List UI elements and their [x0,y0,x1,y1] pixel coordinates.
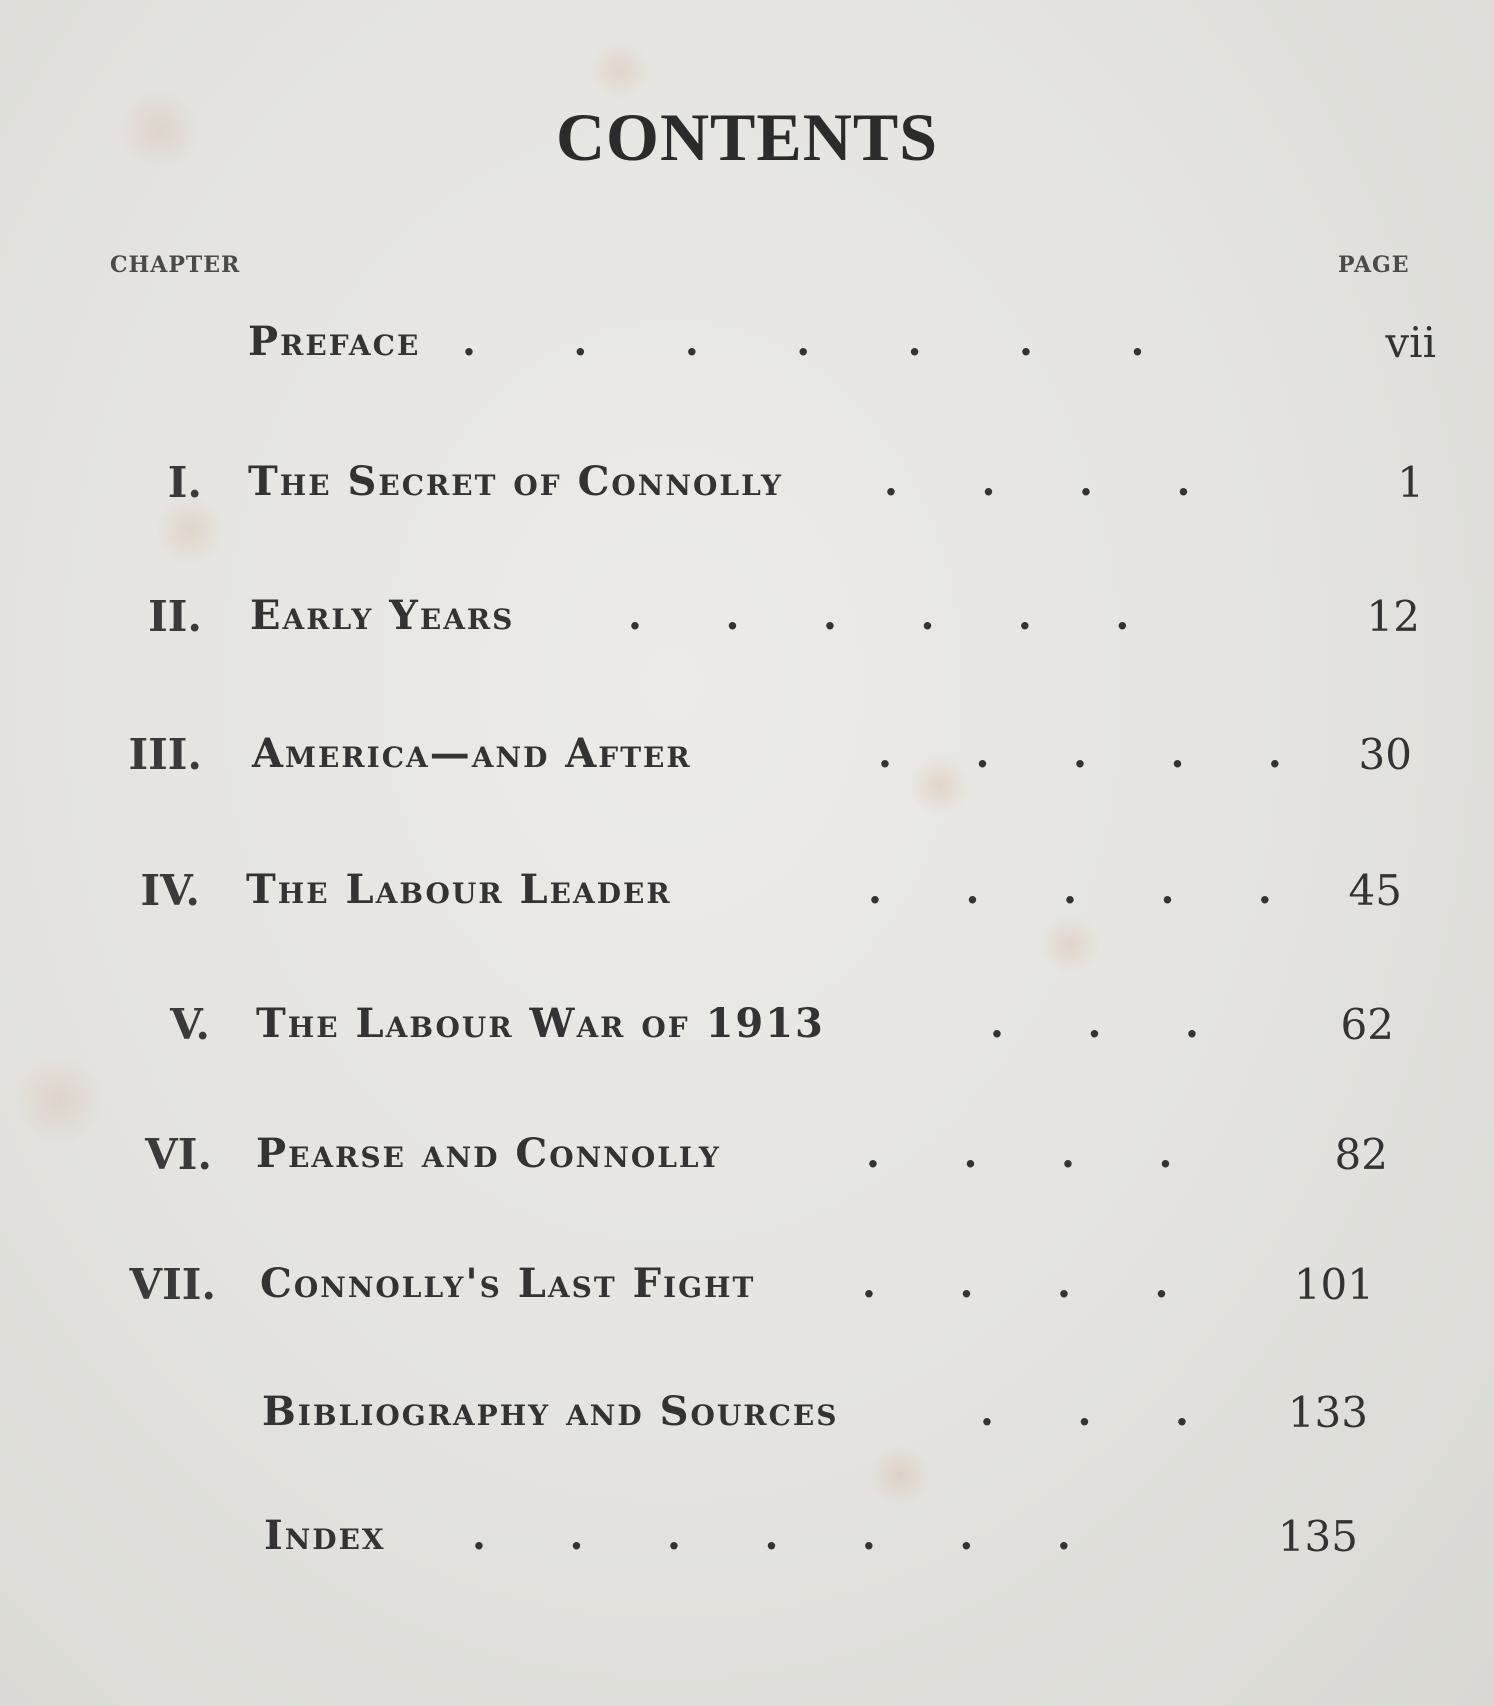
toc-entry-chapter-1 [0,458,1494,518]
dot-leader: . . . . [862,1260,1169,1307]
dot-leader: . . . . [884,458,1191,505]
toc-entry-page: 135 [1277,1512,1358,1561]
dot-leader: . . . . . . . [472,1512,1071,1559]
toc-entry-chapter-6 [0,1130,1494,1190]
toc-entry-preface [0,318,1494,378]
dot-leader: . . . . [866,1130,1173,1177]
toc-entry-title: Bibliography and Sources [262,1388,839,1435]
toc-entry-chapter-5 [0,1000,1494,1060]
chapter-number: I. [167,458,202,507]
toc-entry-title: The Labour Leader [246,866,672,913]
toc-entry-page: 12 [1366,592,1420,641]
toc-entry-title: Connolly's Last Fight [260,1260,756,1307]
toc-entry-page: 133 [1287,1388,1368,1437]
dot-leader: . . . [990,1000,1199,1047]
chapter-column-header: CHAPTER [110,252,241,278]
chapter-number: V. [170,1000,210,1049]
toc-entry-page: 1 [1397,458,1424,507]
toc-entry-page: 101 [1293,1260,1374,1309]
dot-leader: . . . . . . [628,592,1130,639]
toc-entry-chapter-4 [0,866,1494,926]
dot-leader: . . . . . . . [462,318,1145,365]
toc-entry-page: 45 [1348,866,1402,915]
chapter-number: VI. [145,1130,212,1179]
dot-leader: . . . . . [878,730,1282,777]
toc-entry-title: Preface [248,318,421,365]
toc-entry-title: The Labour War of 1913 [256,1000,825,1047]
toc-entry-title: Pearse and Connolly [256,1130,721,1177]
toc-entry-title: The Secret of Connolly [248,458,783,505]
toc-entry-title: Index [264,1512,386,1559]
toc-entry-bibliography [0,1388,1494,1448]
toc-entry-index [0,1512,1494,1572]
toc-entry-page: 62 [1340,1000,1394,1049]
page-column-header: PAGE [1338,252,1410,278]
chapter-number: II. [148,592,202,641]
toc-entry-chapter-2 [0,592,1494,652]
toc-entry-page: vii [1385,318,1436,367]
toc-entry-page: 82 [1334,1130,1388,1179]
toc-entry-page: 30 [1358,730,1412,779]
toc-entry-title: America—and After [252,730,692,777]
chapter-number: VII. [129,1260,216,1309]
chapter-number: IV. [140,866,200,915]
toc-entry-chapter-7 [0,1260,1494,1320]
chapter-number: III. [128,730,202,779]
dot-leader: . . . [980,1388,1189,1435]
page-title: CONTENTS [555,99,939,175]
dot-leader: . . . . . [868,866,1272,913]
toc-entry-title: Early Years [250,592,515,639]
toc-entry-chapter-3 [0,730,1494,790]
